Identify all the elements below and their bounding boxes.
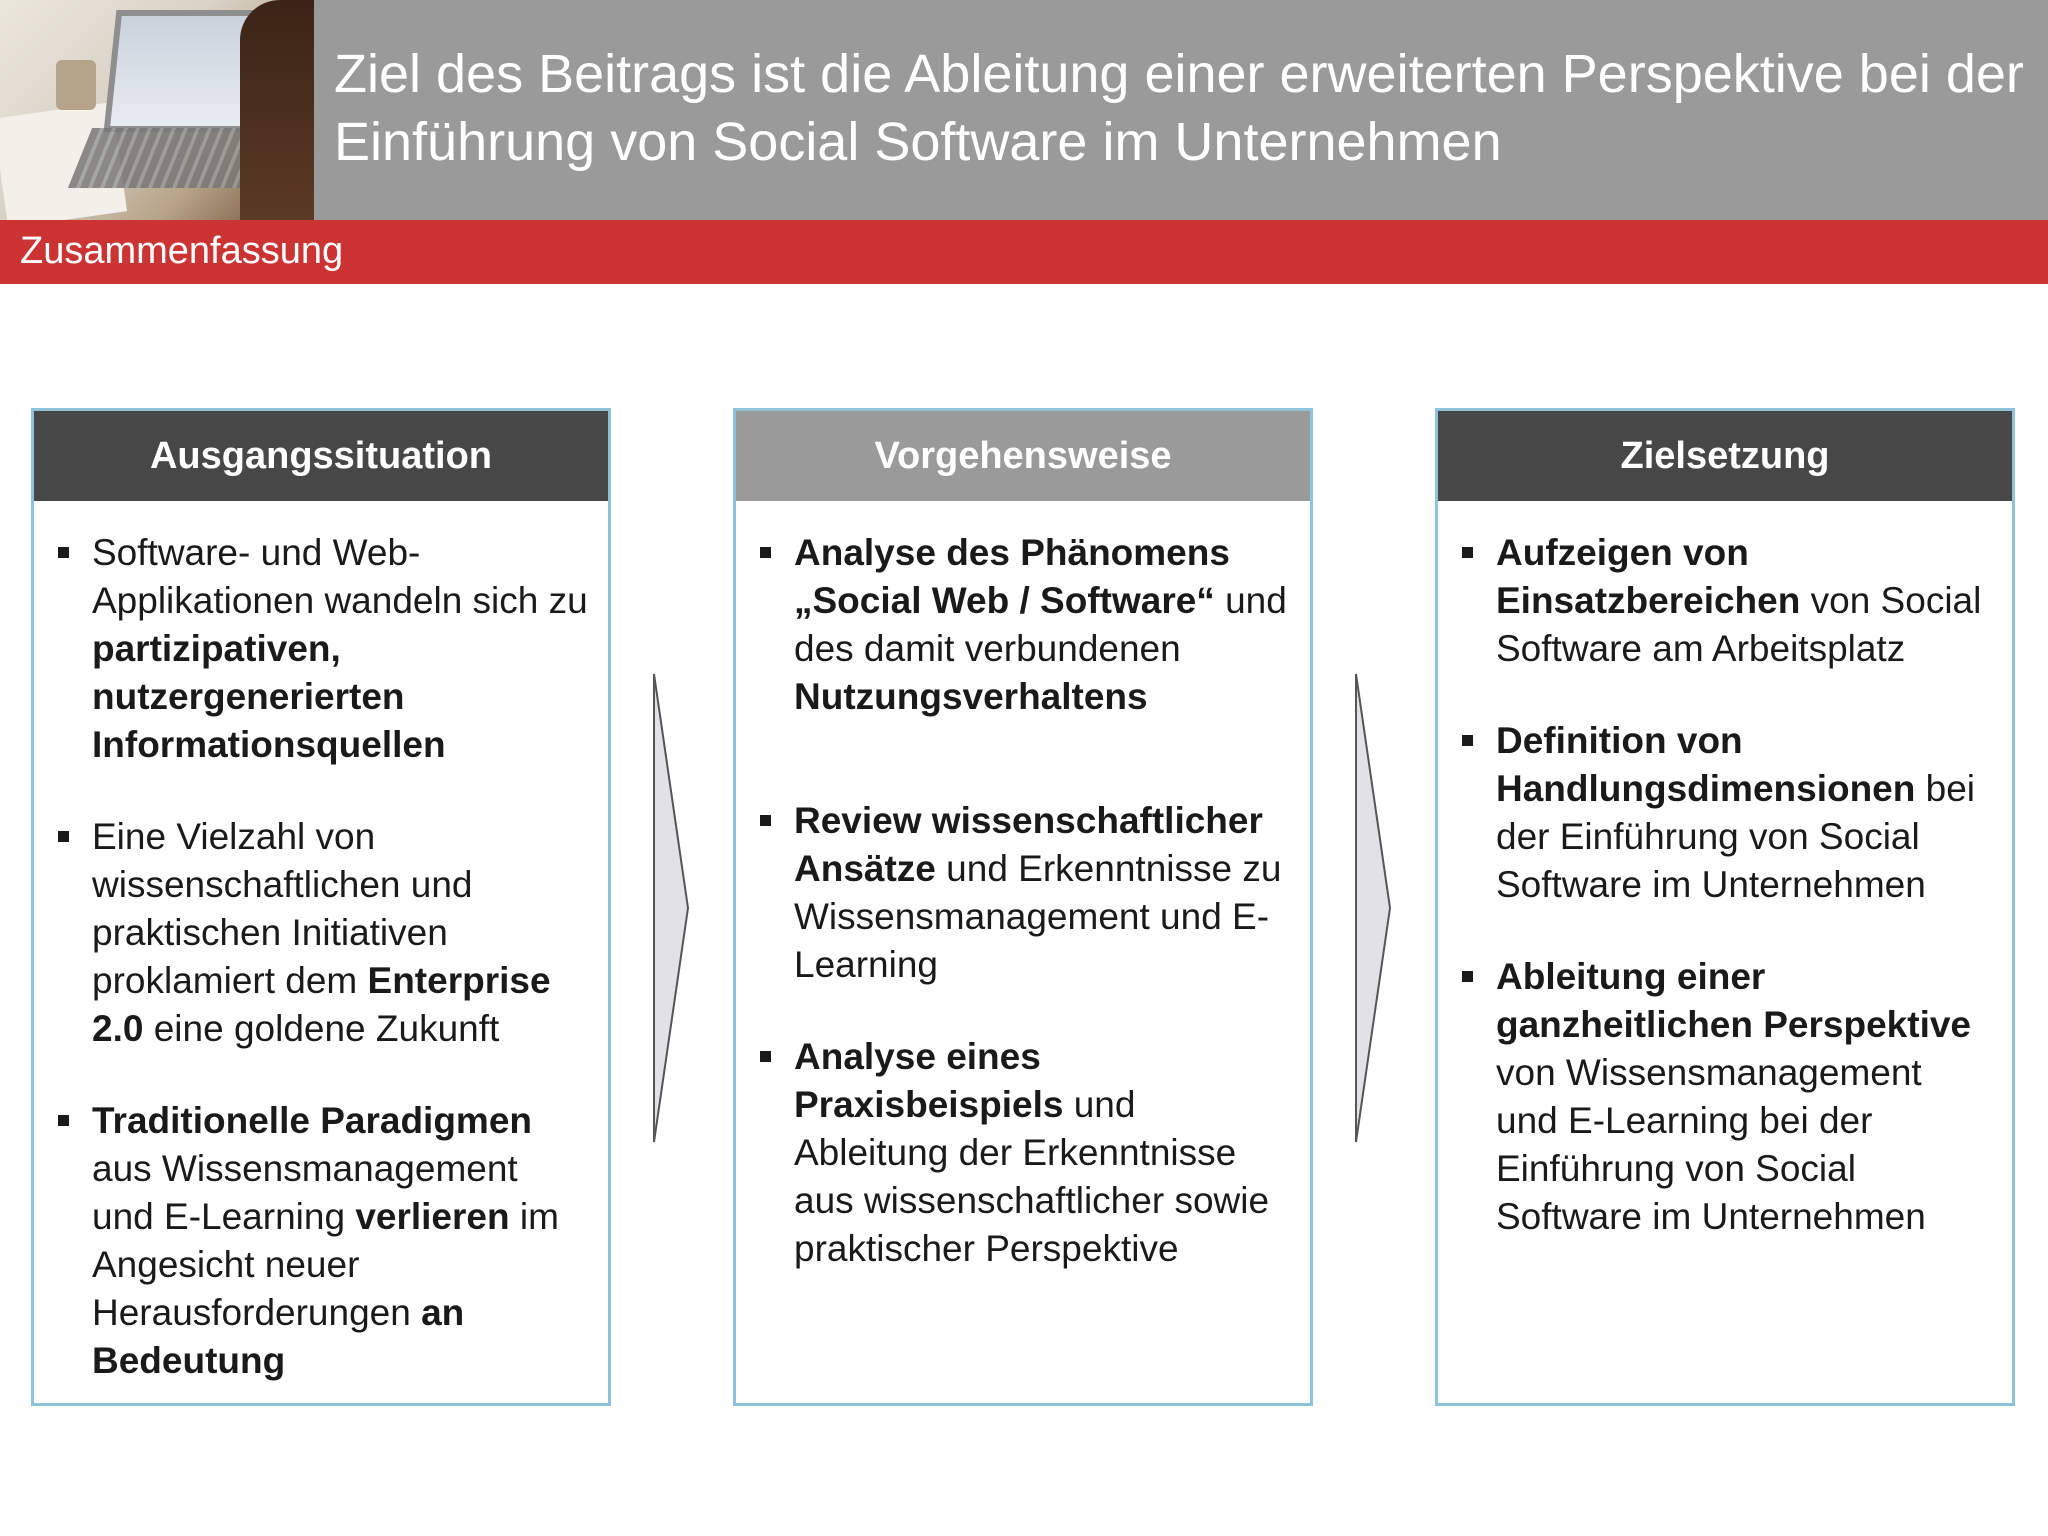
bullet-list [1438, 501, 2012, 1241]
bullet-item: Aufzeigen von Einsatzbereichen von Social Software am Arbeitsplatz [1496, 529, 1992, 673]
column-vorgehensweise [733, 408, 1313, 1406]
bullet-item: Ableitung einer ganzheitlichen Perspektive von Wissensmanagement und E-Learning bei der Einführung von Social Software im Unternehmen [1496, 953, 1992, 1241]
bullet-item: Analyse eines Praxisbeispiels und Ableitung der Erkenntnisse aus wissenschaftlicher sowie praktischer Perspektive [794, 1033, 1290, 1273]
chevron-right-icon [652, 672, 690, 1144]
column-header: Ausgangssituation [34, 411, 608, 501]
bullet-item: Software- und Web-Applikationen wandeln sich zu partizipativen, nutzergenerierten Informationsquellen [92, 529, 588, 769]
column-ausgangssituation [31, 408, 611, 1406]
bullet-list [34, 501, 608, 1385]
chevron-right-icon [1354, 672, 1392, 1144]
bullet-item: Analyse des Phänomens „Social Web / Software“ und des damit verbundenen Nutzungsverhaltens [794, 529, 1290, 721]
bullet-item: Traditionelle Paradigmen aus Wissensmanagement und E-Learning verlieren im Angesicht neuer Herausforderungen an Bedeutung [92, 1097, 588, 1385]
column-header: Vorgehensweise [736, 411, 1310, 501]
mug-shape [56, 60, 96, 110]
slide-title: Ziel des Beitrags ist die Ableitung einer erweiterten Perspektive bei der Einführung von Social Software im Unternehmen [334, 44, 2024, 172]
header-photo [0, 0, 314, 220]
section-bar [0, 220, 2048, 284]
bullet-item: Definition von Handlungsdimensionen bei der Einführung von Social Software im Unternehmen [1496, 717, 1992, 909]
column-zielsetzung [1435, 408, 2015, 1406]
bullet-item: Eine Vielzahl von wissenschaftlichen und praktischen Initiativen proklamiert dem Enterprise 2.0 eine goldene Zukunft [92, 813, 588, 1053]
bullet-list [736, 501, 1310, 1273]
column-header: Zielsetzung [1438, 411, 2012, 501]
person-shape [240, 0, 314, 220]
section-label: Zusammenfassung [20, 230, 344, 272]
bullet-item: Review wissenschaftlicher Ansätze und Erkenntnisse zu Wissensmanagement und E-Learning [794, 797, 1290, 989]
